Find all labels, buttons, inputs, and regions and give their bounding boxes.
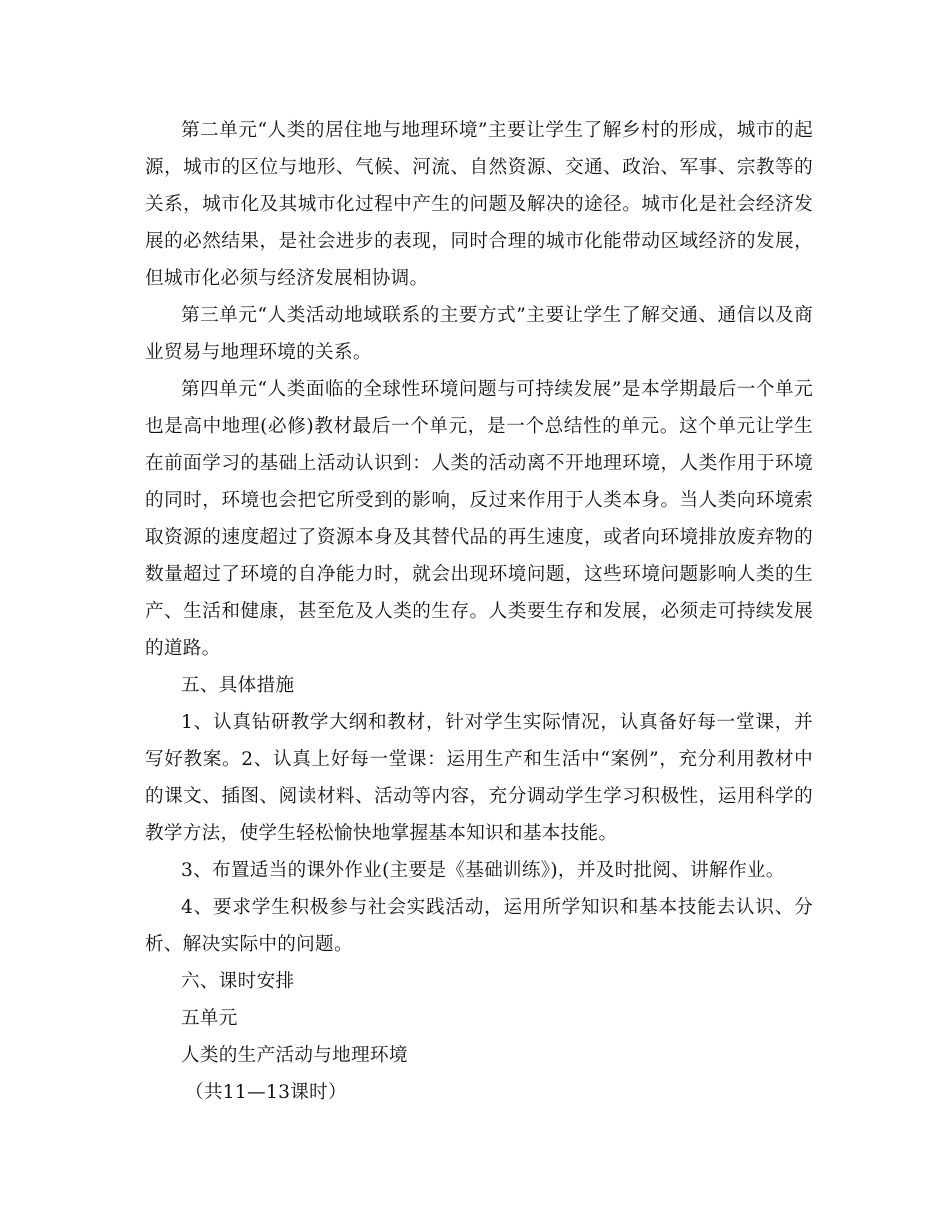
- unit-five-title: 人类的生产活动与地理环境: [181, 1045, 408, 1066]
- unit-five-course-hours: （共11—13课时）: [185, 1082, 347, 1103]
- paragraph-measure-1-2: 1、认真钻研教学大纲和教材，针对学生实际情况，认真备好每一堂课，并写好教案。2、认真上好每一堂课：运用生产和生活中“案例”，充分利用教材中的课文、插图、阅读材料、活动等内容，充分调动学生学习积极性，运用科学的教学方法，使学生轻松愉快地掌握基本知识和基本技能。: [145, 712, 813, 844]
- paragraph-unit-four: 第四单元“人类面临的全球性环境问题与可持续发展”是本学期最后一个单元也是高中地理(必修)教材最后一个单元，是一个总结性的单元。这个单元让学生在前面学习的基础上活动认识到：人类的活动离不开地理环境，人类作用于环境的同时，环境也会把它所受到的影响，反过来作用于人类本身。当人类向环境索取资源的速度超过了资源本身及其替代品的再生速度，或者向环境排放废弃物的数量超过了环境的自净能力时，就会出现环境问题，这些环境问题影响人类的生产、生活和健康，甚至危及人类的生存。人类要生存和发展，必须走可持续发展的道路。: [145, 379, 813, 659]
- section-heading-measures: 五、具体措施: [181, 675, 295, 696]
- paragraph-measure-3: 3、布置适当的课外作业(主要是《基础训练》)，并及时批阅、讲解作业。: [181, 860, 785, 881]
- paragraph-measure-4: 4、要求学生积极参与社会实践活动，运用所学知识和基本技能去认识、分析、解决实际中的问题。: [145, 897, 813, 955]
- paragraph-unit-three: 第三单元“人类活动地域联系的主要方式”主要让学生了解交通、通信以及商业贸易与地理环境的关系。: [145, 305, 813, 363]
- unit-five-label: 五单元: [181, 1008, 238, 1029]
- section-heading-schedule: 六、课时安排: [181, 971, 295, 992]
- paragraph-unit-two: 第二单元“人类的居住地与地理环境”主要让学生了解乡村的形成，城市的起源，城市的区位与地形、气候、河流、自然资源、交通、政治、军事、宗教等的关系，城市化及其城市化过程中产生的问题及解决的途径。城市化是社会经济发展的必然结果，是社会进步的表现，同时合理的城市化能带动区域经济的发展，但城市化必须与经济发展相协调。: [145, 120, 813, 289]
- document-body: [145, 112, 813, 1111]
